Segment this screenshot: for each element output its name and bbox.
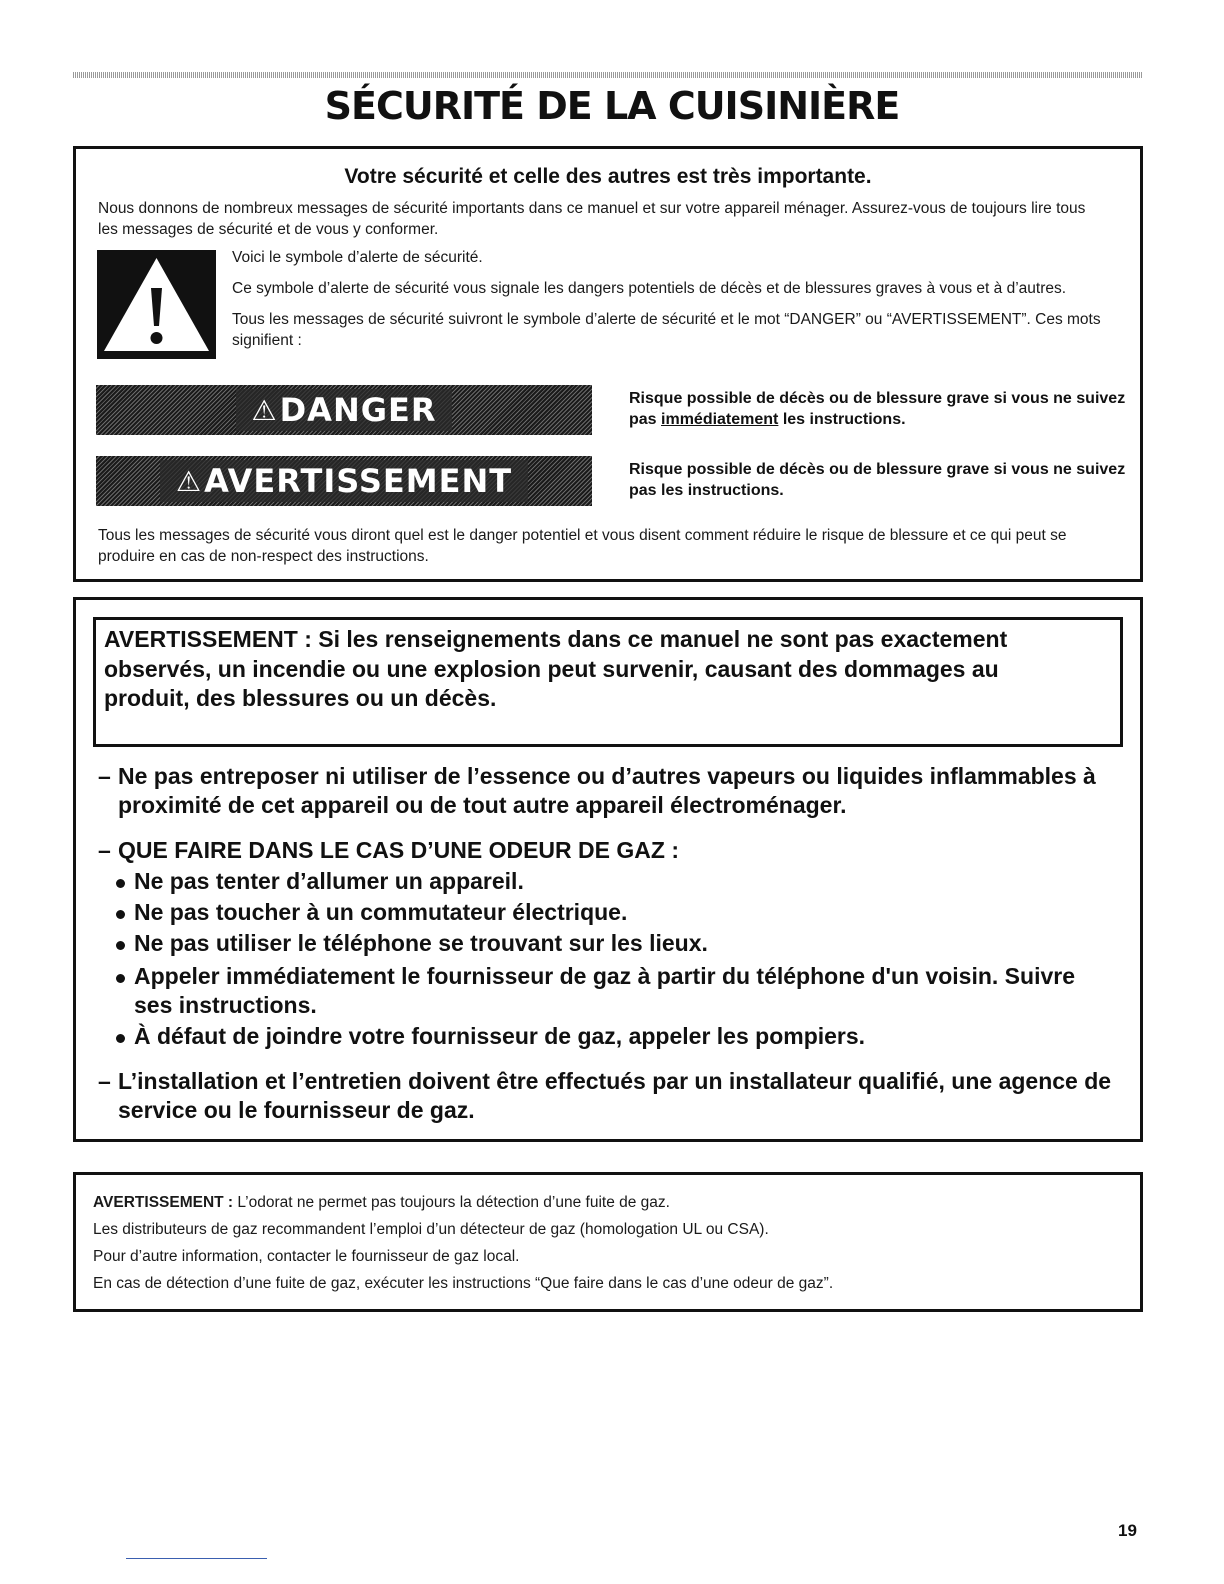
alert-triangle-icon: ⚠ [175,464,203,498]
list-item: – Ne pas entreposer ni utiliser de l’essence ou d’autres vapeurs ou liquides inflammables à proximité de cet appareil ou de tout autre appareil électroménager. [98,763,1096,818]
safety-closing: Tous les messages de sécurité vous diront quel est le danger potentiel et vous disent comment réduire le risque de blessure et ce qui peut se produire en cas de non-respect des instructions. [98,527,1067,565]
bullet-icon [116,974,125,983]
gas-leak-notes [93,1189,1123,1297]
bullet-item: Ne pas utiliser le téléphone se trouvant sur les lieux. [116,929,1116,958]
list-item: – L’installation et l’entretien doivent être effectués par un installateur qualifié, une agence de service ou le fournisseur de gaz. [98,1068,1112,1123]
gas-leak-box [73,1172,1143,1312]
alert-triangle-icon: ⚠ [251,393,278,427]
warning-banner [96,456,592,506]
bullet-icon [116,879,125,888]
gas-note: Les distributeurs de gaz recommandent l’emploi d’un détecteur de gaz (homologation UL ou CSA). [93,1221,769,1238]
bullet-item: Ne pas toucher à un commutateur électrique. [116,898,1116,927]
danger-meaning: Risque possible de décès ou de blessure grave si vous ne suivez pas immédiatement les instructions. [629,390,1126,428]
footer-rule [126,1558,267,1559]
bullet-item: Ne pas tenter d’allumer un appareil. [116,867,1116,896]
top-rule [73,72,1142,78]
gas-warning-label: AVERTISSEMENT : [93,1194,234,1211]
bullet-item: À défaut de joindre votre fournisseur de gaz, appeler les pompiers. [116,1022,1116,1051]
bullet-icon [116,941,125,950]
bullet-icon [116,910,125,919]
symbol-line: Tous les messages de sécurité suivront le symbole d’alerte de sécurité et le mot “DANGER” ou “AVERTISSEMENT”. Ces mots signifient : [232,311,1101,349]
gas-note: En cas de détection d’une fuite de gaz, exécuter les instructions “Que faire dans le cas d’une odeur de gaz”. [93,1275,834,1292]
gas-note: Pour d’autre information, contacter le fournisseur de gaz local. [93,1248,520,1265]
symbol-line: Voici le symbole d’alerte de sécurité. [232,249,483,266]
safety-heading: Votre sécurité et celle des autres est très importante. [344,165,872,188]
danger-banner [96,385,592,435]
symbol-line: Ce symbole d’alerte de sécurité vous signale les dangers potentiels de décès et de blessures graves à vous et à d’autres. [232,280,1067,297]
warning-triangle-icon [97,250,216,359]
safety-symbol-box [73,146,1143,582]
underlined-word: immédiatement [661,411,779,428]
bullet-item: Appeler immédiatement le fournisseur de gaz à partir du téléphone d'un voisin. Suivre ses instructions. [116,962,1116,1020]
explosion-warning: AVERTISSEMENT : Si les renseignements dans ce manuel ne sont pas exactement observés, un incendie ou une explosion peut survenir, causant des dommages au produit, des blessures ou un décès. [104,626,1008,711]
danger-label: DANGER [279,391,437,429]
fire-explosion-box [73,597,1143,1142]
list-item: – QUE FAIRE DANS LE CAS D’UNE ODEUR DE GAZ : [98,837,679,863]
symbol-explanation [232,247,1102,361]
gas-note: AVERTISSEMENT : L’odorat ne permet pas toujours la détection d’une fuite de gaz. [93,1194,670,1211]
bullet-icon [116,1034,125,1043]
warning-meaning: Risque possible de décès ou de blessure grave si vous ne suivez pas les instructions. [629,461,1126,499]
safety-intro: Nous donnons de nombreux messages de sécurité importants dans ce manuel et sur votre appareil ménager. Assurez-vous de toujours lire tous les messages de sécurité et de vous y conformer. [98,200,1086,238]
page-title: SÉCURITÉ DE LA CUISINIÈRE [324,84,900,128]
warning-label: AVERTISSEMENT [204,462,513,500]
page-number: 19 [1118,1521,1137,1540]
